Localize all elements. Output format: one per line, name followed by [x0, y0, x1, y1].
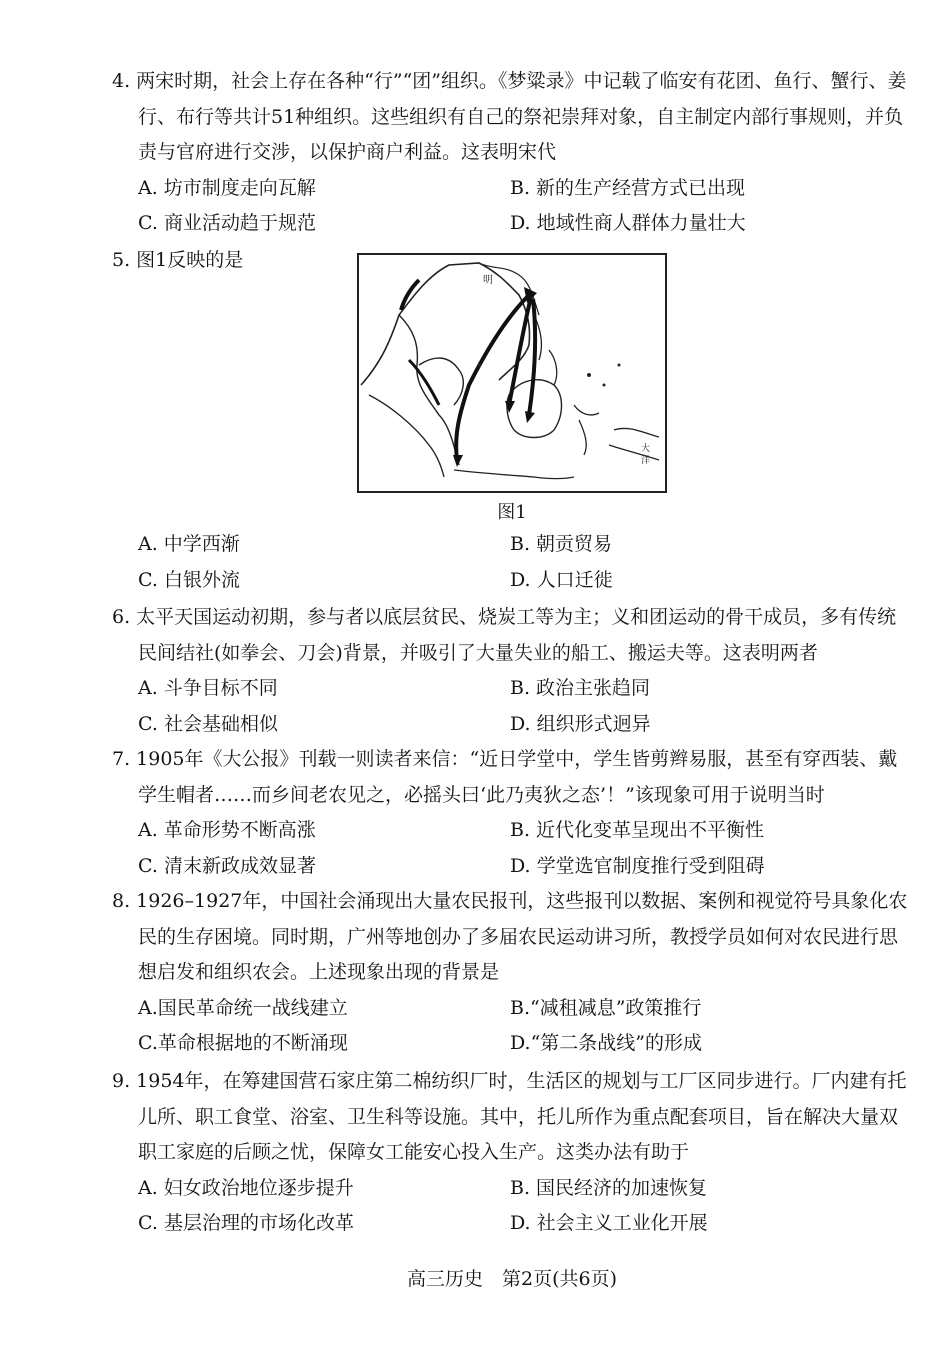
- figure-1-map: [357, 253, 667, 493]
- question-6-option-a[interactable]: A. 斗争目标不同: [138, 677, 278, 699]
- question-5-option-c[interactable]: C. 白银外流: [138, 568, 240, 591]
- map-label-ming: 明: [483, 275, 493, 286]
- question-4-options-row-1: [112, 171, 912, 207]
- question-7-option-a[interactable]: A. 革命形势不断高涨: [138, 819, 316, 841]
- map-label-da: 大: [641, 444, 651, 454]
- question-9-options-row-2: [112, 1206, 912, 1242]
- question-9-options-row-1: [112, 1171, 912, 1207]
- question-6: [112, 600, 912, 742]
- question-4-option-d[interactable]: D. 地域性商人群体力量壮大: [510, 212, 746, 234]
- question-4-stem: 4. 两宋时期，社会上存在各种“行”“团”组织。《梦粱录》中记载了临安有花团、鱼行、蟹行、姜行、布行等共计51种组织。这些组织有自己的祭祀崇拜对象，自主制定内部行事规则，并负责与官府进行交涉，以保护商户利益。这表明宋代: [112, 70, 907, 163]
- question-9-stem: 9. 1954年，在筹建国营石家庄第二棉纺织厂时，生活区的规划与工厂区同步进行。厂内建有托儿所、职工食堂、浴室、卫生科等设施。其中，托儿所作为重点配套项目，旨在解决大量双职工家庭的后顾之忧，保障女工能安心投入生产。这类办法有助于: [112, 1070, 907, 1163]
- question-8-option-b[interactable]: B.“减租减息”政策推行: [510, 996, 702, 1019]
- question-5-options: [112, 527, 912, 598]
- page-footer: 高三历史 第2页(共6页): [406, 1268, 617, 1290]
- question-8-options-row-2: [112, 1026, 912, 1062]
- question-6-option-c[interactable]: C. 社会基础相似: [138, 712, 278, 735]
- question-7-option-d[interactable]: D. 学堂选官制度推行受到阻碍: [510, 854, 765, 877]
- map-drawing: [359, 255, 665, 491]
- question-7-options-row-2: [112, 849, 912, 885]
- question-6-stem: 6. 太平天国运动初期，参与者以底层贫民、烧炭工等为主；义和团运动的骨干成员，多有传统民间结社(如拳会、刀会)背景，并吸引了大量失业的船工、搬运夫等。这表明两者: [112, 606, 897, 664]
- question-7-option-b[interactable]: B. 近代化变革呈现出不平衡性: [510, 819, 765, 841]
- question-9-option-c[interactable]: C. 基层治理的市场化改革: [138, 1212, 354, 1234]
- question-5-options-row-1: [112, 527, 912, 563]
- question-8-stem: 8. 1926–1927年，中国社会涌现出大量农民报刊，这些报刊以数据、案例和视觉符号具象化农民的生存困境。同时期，广州等地创办了多届农民运动讲习所，教授学员如何对农民进行思想启发和组织农会。上述现象出现的背景是: [112, 890, 908, 983]
- question-5-stem: 5. 图1反映的是: [112, 249, 244, 271]
- map-label-yang: 洋: [641, 456, 651, 466]
- question-9-option-b[interactable]: B. 国民经济的加速恢复: [510, 1176, 708, 1199]
- question-7-option-c[interactable]: C. 清末新政成效显著: [138, 854, 316, 877]
- question-4: [112, 64, 912, 242]
- question-6-option-b[interactable]: B. 政治主张趋同: [510, 677, 651, 699]
- question-6-options-row-2: [112, 707, 912, 743]
- question-5-option-a[interactable]: A. 中学西渐: [138, 533, 240, 555]
- question-5-option-d[interactable]: D. 人口迁徙: [510, 568, 613, 591]
- question-6-options-row-1: [112, 671, 912, 707]
- question-8: [112, 884, 912, 1062]
- question-7-options-row-1: [112, 813, 912, 849]
- question-4-options-row-2: [112, 206, 912, 242]
- question-9: [112, 1064, 912, 1242]
- question-8-option-c[interactable]: C.革命根据地的不断涌现: [138, 1032, 348, 1054]
- figure-1-caption: 图1: [497, 502, 527, 523]
- question-8-option-d[interactable]: D.“第二条战线”的形成: [510, 1032, 703, 1054]
- question-7-stem: 7. 1905年《大公报》刊载一则读者来信：“近日学堂中，学生皆剪辫易服，甚至有穿西装、戴学生帽者……而乡间老农见之，必摇头曰‘此乃夷狄之态’！”该现象可用于说明当时: [112, 748, 898, 806]
- question-8-options-row-1: [112, 991, 912, 1027]
- question-4-option-b[interactable]: B. 新的生产经营方式已出现: [510, 176, 746, 199]
- question-9-option-a[interactable]: A. 妇女政治地位逐步提升: [138, 1176, 354, 1199]
- question-8-option-a[interactable]: A.国民革命统一战线建立: [138, 996, 348, 1019]
- question-4-option-a[interactable]: A. 坊市制度走向瓦解: [138, 176, 316, 199]
- question-4-option-c[interactable]: C. 商业活动趋于规范: [138, 212, 316, 234]
- question-7: [112, 742, 912, 884]
- question-5-option-b[interactable]: B. 朝贡贸易: [510, 533, 613, 555]
- question-6-option-d[interactable]: D. 组织形式迥异: [510, 712, 651, 735]
- question-9-option-d[interactable]: D. 社会主义工业化开展: [510, 1212, 708, 1234]
- question-5-options-row-2: [112, 563, 912, 599]
